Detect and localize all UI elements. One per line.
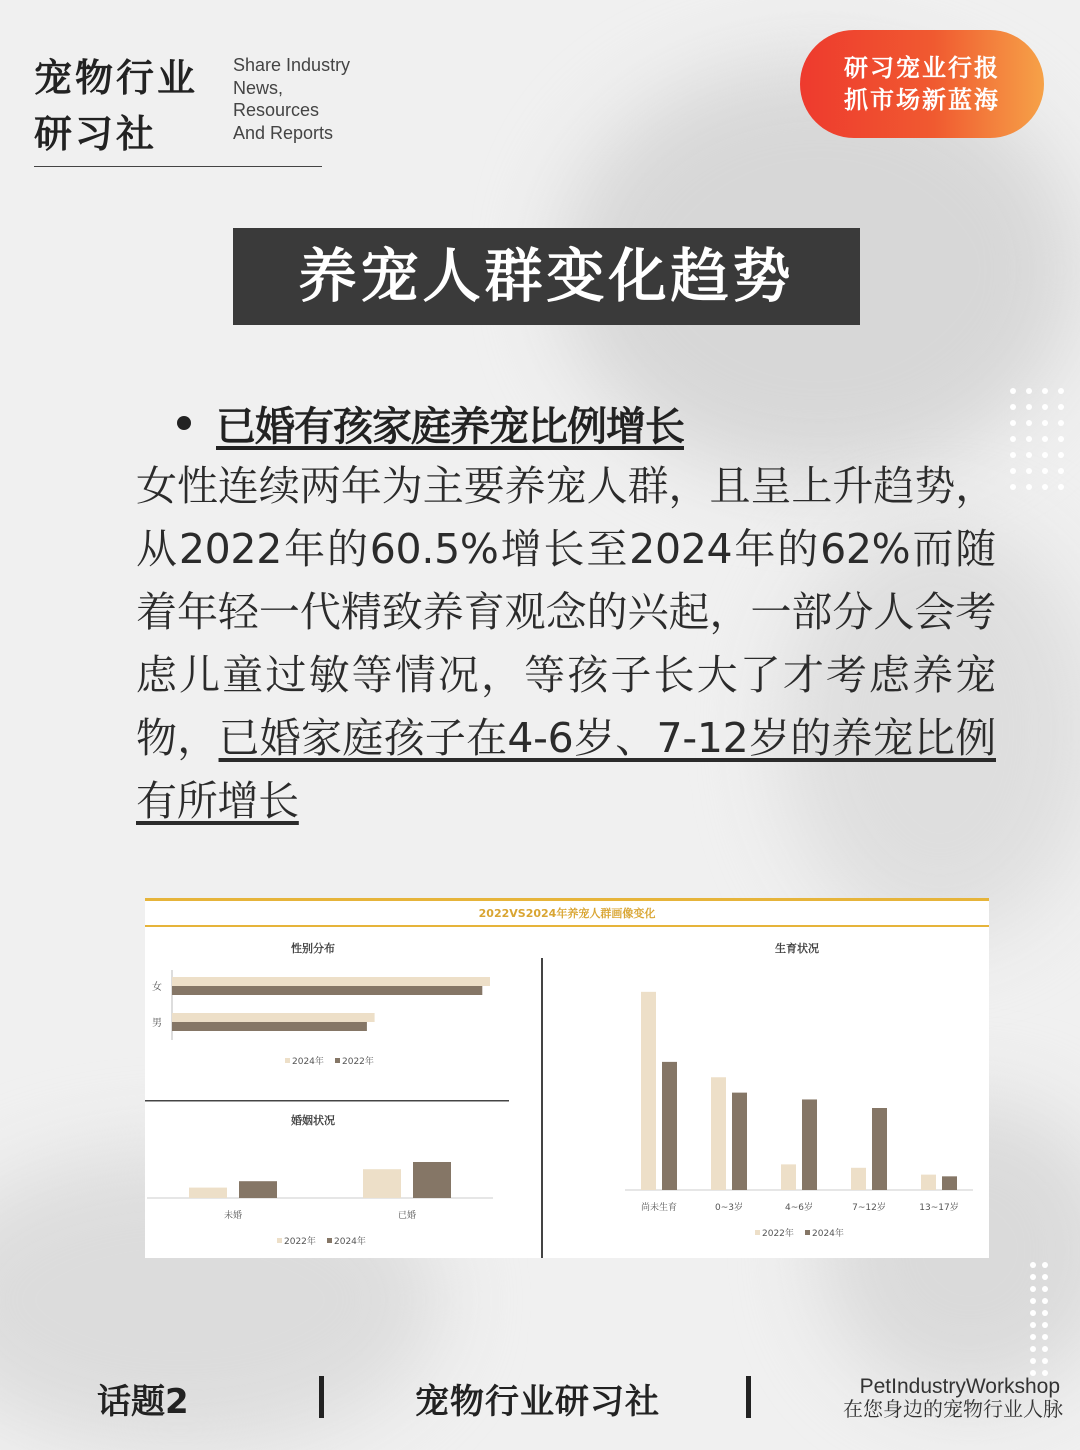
footer-cn: 在您身边的宠物行业人脉	[843, 1397, 1063, 1421]
legend-label: 2022年	[762, 1229, 794, 1239]
brand-tagline	[233, 54, 350, 144]
bar	[172, 1022, 367, 1031]
tagline-line: News,	[233, 77, 284, 98]
legend-label: 2024年	[292, 1057, 324, 1067]
bar	[239, 1181, 277, 1198]
section-heading: 已婚有孩家庭养宠比例增长	[216, 404, 684, 450]
decor-dots-bottom	[1030, 1262, 1048, 1376]
bar	[413, 1162, 451, 1198]
chart-title: 婚姻状况	[291, 1114, 335, 1127]
badge-line1: 研习宠业行报	[844, 54, 1000, 82]
bar	[172, 986, 482, 995]
bar	[851, 1168, 866, 1190]
bar	[781, 1164, 796, 1190]
paragraph-highlight: 已婚家庭孩子在4-6岁、7-12岁的养宠比例有所增长	[136, 714, 996, 825]
badge-line2: 抓市场新蓝海	[844, 86, 1000, 114]
category-label: 4~6岁	[785, 1203, 813, 1213]
category-label: 男	[152, 1018, 162, 1029]
brand-name-line2: 研习社	[34, 112, 158, 156]
legend-swatch	[805, 1230, 810, 1235]
slogan-badge	[800, 30, 1044, 138]
tagline-line: And Reports	[233, 122, 334, 143]
chart-card	[145, 898, 989, 1258]
chart-title: 性别分布	[291, 942, 335, 955]
legend-swatch	[755, 1230, 760, 1235]
chart-divider-horizontal	[145, 1100, 509, 1102]
brand-name-line1: 宠物行业	[34, 56, 199, 100]
bar	[872, 1108, 887, 1190]
page-title: 养宠人群变化趋势	[233, 228, 860, 325]
bar	[189, 1188, 227, 1198]
legend-label: 2022年	[342, 1057, 374, 1067]
decor-dots-top	[1010, 388, 1064, 490]
legend-swatch	[327, 1238, 332, 1243]
card-title: 2022VS2024年养宠人群画像变化	[478, 907, 656, 920]
category-label: 0~3岁	[715, 1203, 743, 1213]
bar	[641, 992, 656, 1190]
footer-brand: 宠物行业研习社	[415, 1382, 660, 1422]
legend-swatch	[277, 1238, 282, 1243]
card-title-rule	[145, 925, 989, 927]
bar	[172, 1013, 375, 1022]
chart-divider-vertical	[541, 958, 543, 1258]
footer-separator	[319, 1376, 324, 1418]
footer-topic: 话题2	[97, 1382, 189, 1422]
card-top-rule	[145, 898, 989, 901]
brand-divider	[34, 166, 322, 167]
bar	[802, 1099, 817, 1190]
bar	[921, 1175, 936, 1190]
legend-label: 2024年	[812, 1229, 844, 1239]
category-label: 女	[152, 982, 162, 993]
bar	[363, 1169, 401, 1198]
category-label: 7~12岁	[852, 1203, 886, 1213]
tagline-line: Share Industry	[233, 55, 351, 75]
bar	[662, 1062, 677, 1190]
legend-label: 2022年	[284, 1237, 316, 1247]
legend-swatch	[335, 1058, 340, 1063]
category-label: 未婚	[223, 1211, 243, 1221]
paragraph-text: 女性连续两年为主要养宠人群，且呈上升趋势，从2022年的60.5%增长至2024年的62%而随着年轻一代精致养育观念的兴起，一部分人会考虑儿童过敏等情况，等孩子长大了才考虑养宠物，	[136, 462, 996, 762]
body-paragraph	[136, 455, 996, 833]
bar	[732, 1093, 747, 1190]
footer-en: PetIndustryWorkshop	[859, 1375, 1060, 1398]
bar	[711, 1077, 726, 1190]
legend-label: 2024年	[334, 1237, 366, 1247]
bar	[942, 1176, 957, 1190]
tagline-line: Resources	[233, 100, 320, 120]
chart-title: 生育状况	[775, 942, 819, 955]
charts-svg	[145, 898, 989, 1258]
category-label: 尚未生育	[640, 1203, 678, 1213]
footer-separator	[746, 1376, 751, 1418]
bar	[172, 977, 490, 986]
legend-swatch	[285, 1058, 290, 1063]
bullet-icon	[177, 416, 191, 430]
brand-name	[34, 50, 198, 162]
category-label: 已婚	[397, 1211, 417, 1221]
category-label: 13~17岁	[919, 1203, 959, 1213]
